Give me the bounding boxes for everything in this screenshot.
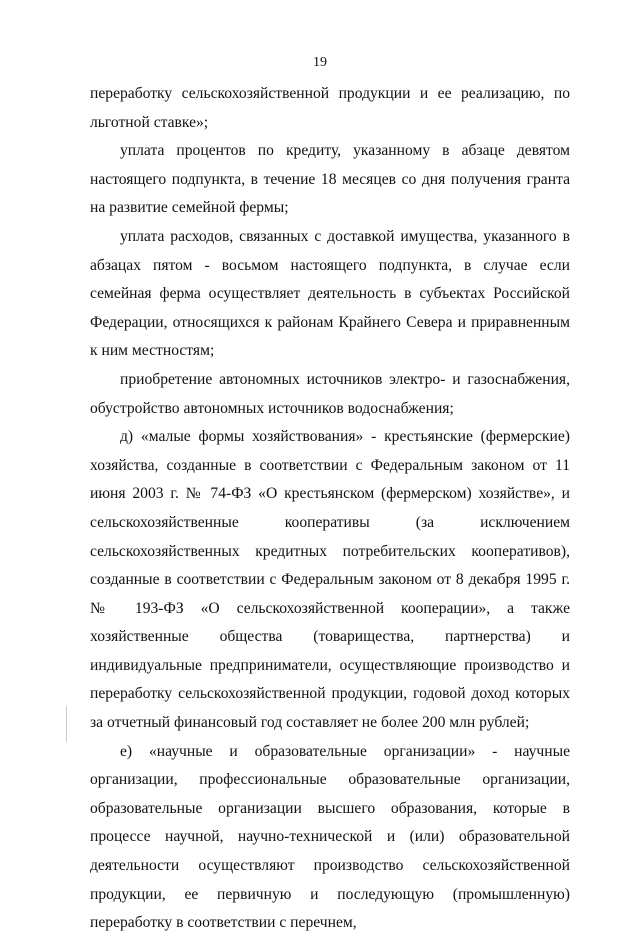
paragraph-autonomous-sources: приобретение автономных источников электро- и газоснабжения, обустройство автономных источников водоснабжения; [90,370,570,417]
paragraph-interest-payment: уплата процентов по кредиту, указанному в абзаце девятом настоящего подпункта, в течение 18 месяцев со дня получения гранта на развитие семейной фермы; [90,142,570,217]
document-body [90,80,570,938]
paragraph-delivery-expenses: уплата расходов, связанных с доставкой имущества, указанного в абзацах пятом - восьмом настоящего подпункта, в случае если семейная ферма осуществляет деятельность в субъектах Российской Федерации, относящихся к районам Крайнего Севера и приравненным к ним местностям; [90,227,570,360]
page-number: 19 [313,55,327,70]
paragraph-scientific-organizations: е) «научные и образовательные организации» - научные организации, профессиональные образовательные организации, образовательные организации высшего образования, которые в процессе научной, научно-технической и (или) образовательной деятельности осуществляют производство сельскохозяйственной продукции, ее первичную и последующую (промышленную) переработку в соответствии с перечнем, [90,742,570,932]
margin-mark [66,706,67,742]
paragraph-small-forms: д) «малые формы хозяйствования» - крестьянские (фермерские) хозяйства, созданные в соответствии с Федеральным законом от 11 июня 2003 г. № 74-ФЗ «О крестьянском (фермерском) хозяйстве», и сельскохозяйственные кооперативы (за исключением сельскохозяйственных кредитных потребительских кооперативов), созданные в соответствии с Федеральным законом от 8 декабря 1995 г. № 193-ФЗ «О сельскохозяйственной кооперации», а также хозяйственные общества (товарищества, партнерства) и индивидуальные предприниматели, осуществляющие производство и переработку сельскохозяйственной продукции, годовой доход которых за отчетный финансовый год составляет не более 200 млн рублей; [90,428,570,732]
paragraph-continuation: переработку сельскохозяйственной продукции и ее реализацию, по льготной ставке»; [90,85,570,131]
